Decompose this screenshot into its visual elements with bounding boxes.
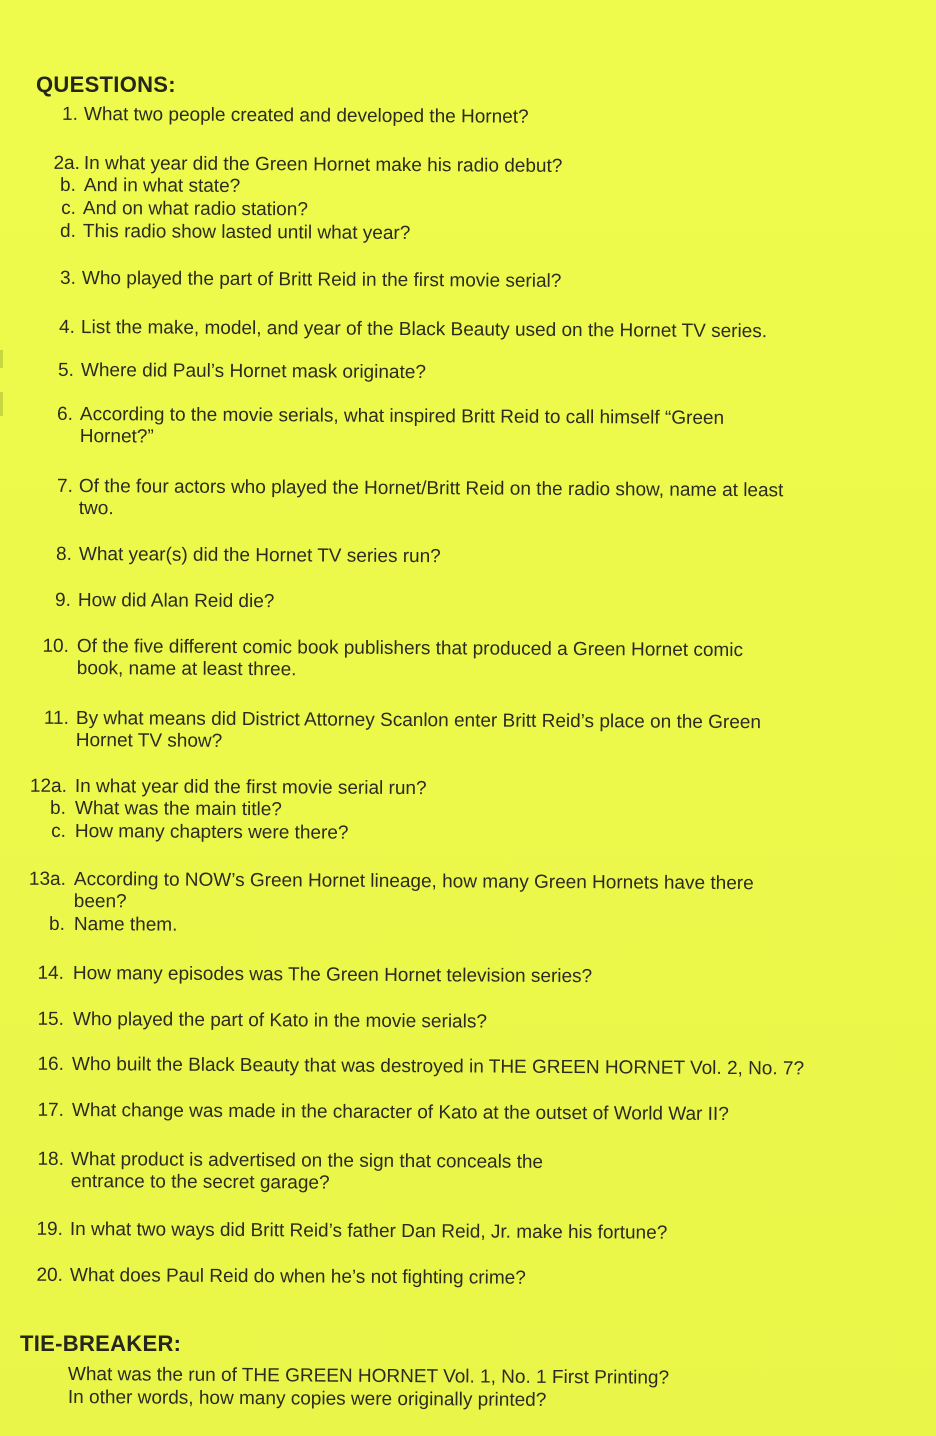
- question-number: 15.: [37, 1008, 65, 1030]
- question-text: What year(s) did the Hornet TV series run?: [78, 544, 441, 568]
- question-text: According to NOW’s Green Hornet lineage, how many Green Hornets have there: [73, 869, 754, 895]
- question-text: Who played the part of Britt Reid in the first movie serial?: [81, 268, 562, 292]
- question-number: 14.: [37, 962, 65, 984]
- question-number: 8.: [56, 543, 73, 565]
- question-item: [37, 962, 593, 988]
- scan-edge-mark: [0, 350, 3, 368]
- question-item: [37, 1148, 544, 1196]
- question-text: Who built the Black Beauty that was destroyed in THE GREEN HORNET Vol. 2, No. 7?: [71, 1054, 805, 1080]
- question-item: [61, 197, 308, 221]
- question-item: [60, 220, 411, 245]
- question-text: Of the five different comic book publishers that produced a Green Hornet comic: [76, 636, 744, 662]
- question-text: What was the main title?: [74, 798, 282, 821]
- question-text: What two people created and developed the Hornet?: [83, 104, 529, 128]
- question-item: [53, 152, 563, 178]
- question-text-continued: Hornet?”: [79, 425, 154, 448]
- question-text: How many chapters were there?: [74, 821, 349, 844]
- question-item: [50, 797, 282, 821]
- question-number: 7.: [57, 475, 74, 497]
- question-text: List the make, model, and year of the Black Beauty used on the Hornet TV series.: [80, 317, 768, 343]
- question-number: 9.: [55, 589, 72, 611]
- question-text: Of the four actors who played the Hornet/Britt Reid on the radio show, name at least: [78, 476, 784, 502]
- question-text: This radio show lasted until what year?: [82, 221, 411, 244]
- question-text-continued: Hornet TV show?: [75, 729, 223, 752]
- question-number: 19.: [36, 1218, 64, 1240]
- question-number: 6.: [57, 403, 74, 425]
- question-number: 16.: [37, 1053, 65, 1075]
- question-item: [57, 403, 725, 452]
- question-item: [29, 775, 427, 800]
- question-text: What change was made in the character of Kato at the outset of World War II?: [71, 1100, 729, 1126]
- question-number: 1.: [62, 103, 79, 125]
- question-item: [43, 707, 762, 756]
- tiebreaker-line: What was the run of THE GREEN HORNET Vol. 1, No. 1 First Printing?: [67, 1364, 670, 1389]
- question-item: [37, 1099, 729, 1126]
- question-item: [60, 174, 241, 198]
- question-text: Name them.: [73, 914, 178, 936]
- question-text: How many episodes was The Green Hornet television series?: [72, 963, 593, 988]
- question-number: 4.: [59, 316, 76, 338]
- question-item: [49, 913, 178, 937]
- question-item: [37, 1008, 488, 1034]
- question-item: [60, 267, 562, 293]
- question-number: b.: [50, 797, 67, 819]
- question-number: 13a.: [28, 868, 67, 890]
- question-item: [36, 1218, 668, 1245]
- question-item: [42, 635, 744, 684]
- question-text-continued: book, name at least three.: [76, 657, 297, 681]
- question-text-continued: two.: [78, 497, 114, 520]
- question-text: How did Alan Reid die?: [77, 590, 275, 613]
- question-number: 11.: [43, 707, 70, 729]
- question-item: [59, 316, 768, 343]
- question-text: What product is advertised on the sign that conceals the: [70, 1149, 544, 1173]
- question-number: 5.: [58, 359, 75, 381]
- question-number: 18.: [37, 1148, 65, 1170]
- question-text: Where did Paul’s Hornet mask originate?: [80, 360, 426, 384]
- question-item: [51, 820, 349, 845]
- question-number: 20.: [36, 1264, 64, 1286]
- question-item: [28, 868, 754, 917]
- question-number: b.: [49, 913, 66, 935]
- question-text: In what two ways did Britt Reid’s father Dan Reid, Jr. make his fortune?: [69, 1219, 668, 1244]
- question-text: Who played the part of Kato in the movie serials?: [72, 1009, 488, 1033]
- question-number: c.: [51, 820, 67, 842]
- question-number: 12a.: [29, 775, 68, 797]
- question-number: 17.: [37, 1099, 65, 1121]
- question-number: 2a.: [53, 152, 81, 174]
- question-number: d.: [60, 220, 77, 242]
- question-item: [36, 1264, 526, 1290]
- question-item: [37, 1053, 805, 1080]
- question-item: [57, 475, 784, 524]
- question-text-continued: been?: [73, 890, 127, 913]
- question-text: According to the movie serials, what inspired Britt Reid to call himself “Green: [79, 404, 725, 429]
- question-text: What does Paul Reid do when he’s not fighting crime?: [69, 1265, 526, 1289]
- tiebreaker-line: In other words, how many copies were originally printed?: [67, 1387, 547, 1411]
- question-text: And in what state?: [83, 175, 241, 197]
- question-item: [56, 543, 441, 568]
- question-text: In what year did the first movie serial run?: [74, 776, 427, 800]
- scan-edge-mark: [0, 392, 3, 416]
- question-item: [55, 589, 275, 613]
- question-text: In what year did the Green Hornet make his radio debut?: [83, 153, 563, 177]
- question-text-continued: entrance to the secret garage?: [70, 1170, 330, 1194]
- question-number: 10.: [42, 635, 70, 657]
- question-text: By what means did District Attorney Scanlon enter Britt Reid’s place on the Green: [75, 708, 762, 734]
- question-number: 3.: [60, 267, 77, 289]
- question-text: And on what radio station?: [82, 198, 308, 221]
- questions-heading: QUESTIONS:: [36, 72, 176, 97]
- question-item: [58, 359, 426, 384]
- question-item: [62, 103, 529, 129]
- question-number: c.: [61, 197, 77, 219]
- question-number: b.: [60, 174, 77, 196]
- tiebreaker-heading: TIE-BREAKER:: [20, 1331, 182, 1356]
